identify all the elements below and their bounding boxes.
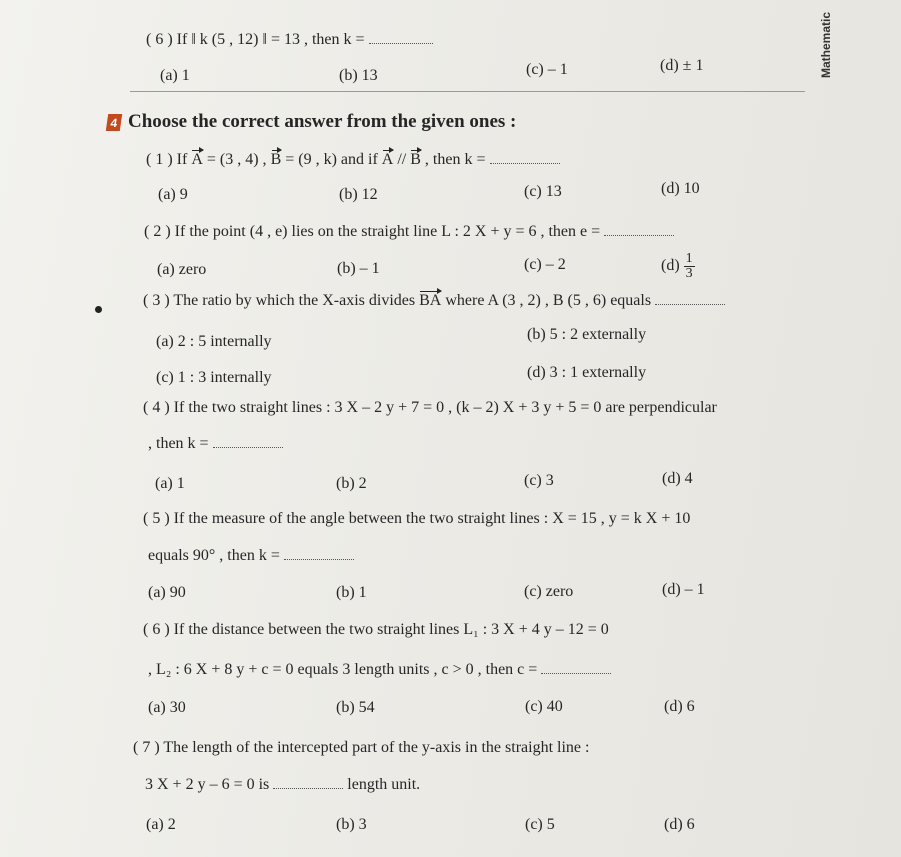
q1-option-b: (b) 12 (339, 186, 378, 203)
fraction-one-third: $\frac{1}{3}$ (685, 251, 693, 281)
prev-option-c: (c) – 1 (526, 61, 568, 78)
q5-option-b: (b) 1 (336, 584, 367, 601)
q2-option-c: (c) – 2 (524, 256, 566, 273)
q3-option-a: (a) 2 : 5 internally (156, 333, 272, 350)
bullet-icon (95, 306, 102, 313)
q7-option-b: (b) 3 (336, 816, 367, 833)
question-7-line-1: ( 7 ) The length of the intercepted part of the y-axis in the straight line : (133, 739, 590, 756)
q6-option-b: (b) 54 (336, 699, 375, 716)
section-number-badge: 4 (106, 114, 122, 131)
side-tab-label: Mathematic (819, 11, 833, 79)
question-2: ( 2 ) If the point (4 , e) lies on the straight line L : 2 X + y = 6 , then e = (144, 222, 674, 242)
vector-a-second: A (381, 151, 394, 168)
answer-blank (369, 32, 433, 44)
question-4-line-1: ( 4 ) If the two straight lines : 3 X – 2 y + 7 = 0 , (k – 2) X + 3 y + 5 = 0 are perpendicular (143, 399, 717, 416)
section-divider (130, 91, 805, 92)
prev-option-b: (b) 13 (339, 67, 378, 84)
side-tab (812, 4, 840, 86)
question-6-line-1: ( 6 ) If the distance between the two straight lines L₁ : 3 X + 4 y – 12 = 0 (143, 621, 609, 638)
answer-blank (655, 293, 725, 305)
q1-option-a: (a) 9 (158, 186, 188, 203)
question-3: ( 3 ) The ratio by which the X-axis divides BA where A (3 , 2) , B (5 , 6) equals (143, 291, 725, 311)
question-5-line-1: ( 5 ) If the measure of the angle between the two straight lines : X = 15 , y = k X + 10 (143, 510, 691, 527)
q7-option-c: (c) 5 (525, 816, 555, 833)
q7-option-d: (d) 6 (664, 816, 695, 833)
question-5-line-2: equals 90° , then k = (148, 546, 354, 566)
answer-blank (213, 436, 283, 448)
q4-option-b: (b) 2 (336, 475, 367, 492)
q4-option-d: (d) 4 (662, 470, 693, 487)
q6-option-d: (d) 6 (664, 698, 695, 715)
q3-option-d: (d) 3 : 1 externally (527, 364, 647, 381)
vector-a: A (191, 151, 203, 168)
q1-option-d: (d) 10 (661, 180, 700, 197)
answer-blank (604, 224, 674, 236)
q3-option-b: (b) 5 : 2 externally (527, 326, 647, 343)
question-7-line-2: 3 X + 2 y – 6 = 0 is length unit. (145, 776, 421, 793)
q2-option-b: (b) – 1 (337, 260, 380, 277)
question-1: ( 1 ) If A = (3 , 4) , B = (9 , k) and if A // B , then k = (146, 150, 560, 170)
q2-option-d: (d) $\frac{1}{3}$ (661, 251, 693, 281)
question-6-line-2: , L₂ : 6 X + 8 y + c = 0 equals 3 length units , c > 0 , then c = (148, 660, 611, 680)
q5-option-a: (a) 90 (148, 584, 186, 601)
q5-option-d: (d) – 1 (662, 581, 705, 598)
q6-option-a: (a) 30 (148, 699, 186, 716)
question-4-line-2: , then k = (148, 434, 283, 454)
answer-blank (273, 777, 343, 789)
q7-option-a: (a) 2 (146, 816, 176, 833)
answer-blank (490, 152, 560, 164)
q1-option-c: (c) 13 (524, 183, 562, 200)
q6-option-c: (c) 40 (525, 698, 563, 715)
vector-b: B (270, 151, 282, 168)
q4-option-a: (a) 1 (155, 475, 185, 492)
q5-option-c: (c) zero (524, 583, 574, 600)
section-title: Choose the correct answer from the given ones : (128, 111, 517, 132)
q2-option-a: (a) zero (157, 261, 207, 278)
vector-b-second: B (410, 151, 421, 168)
answer-blank (541, 662, 611, 674)
prev-option-d: (d) ± 1 (660, 57, 704, 74)
prev-option-a: (a) 1 (160, 67, 190, 84)
prev-question-6: ( 6 ) If ‖ k (5 , 12) ‖ = 13 , then k = (146, 30, 433, 50)
q3-option-c: (c) 1 : 3 internally (156, 369, 272, 386)
q4-option-c: (c) 3 (524, 472, 554, 489)
answer-blank (284, 548, 354, 560)
vector-ba: BA (419, 292, 442, 309)
